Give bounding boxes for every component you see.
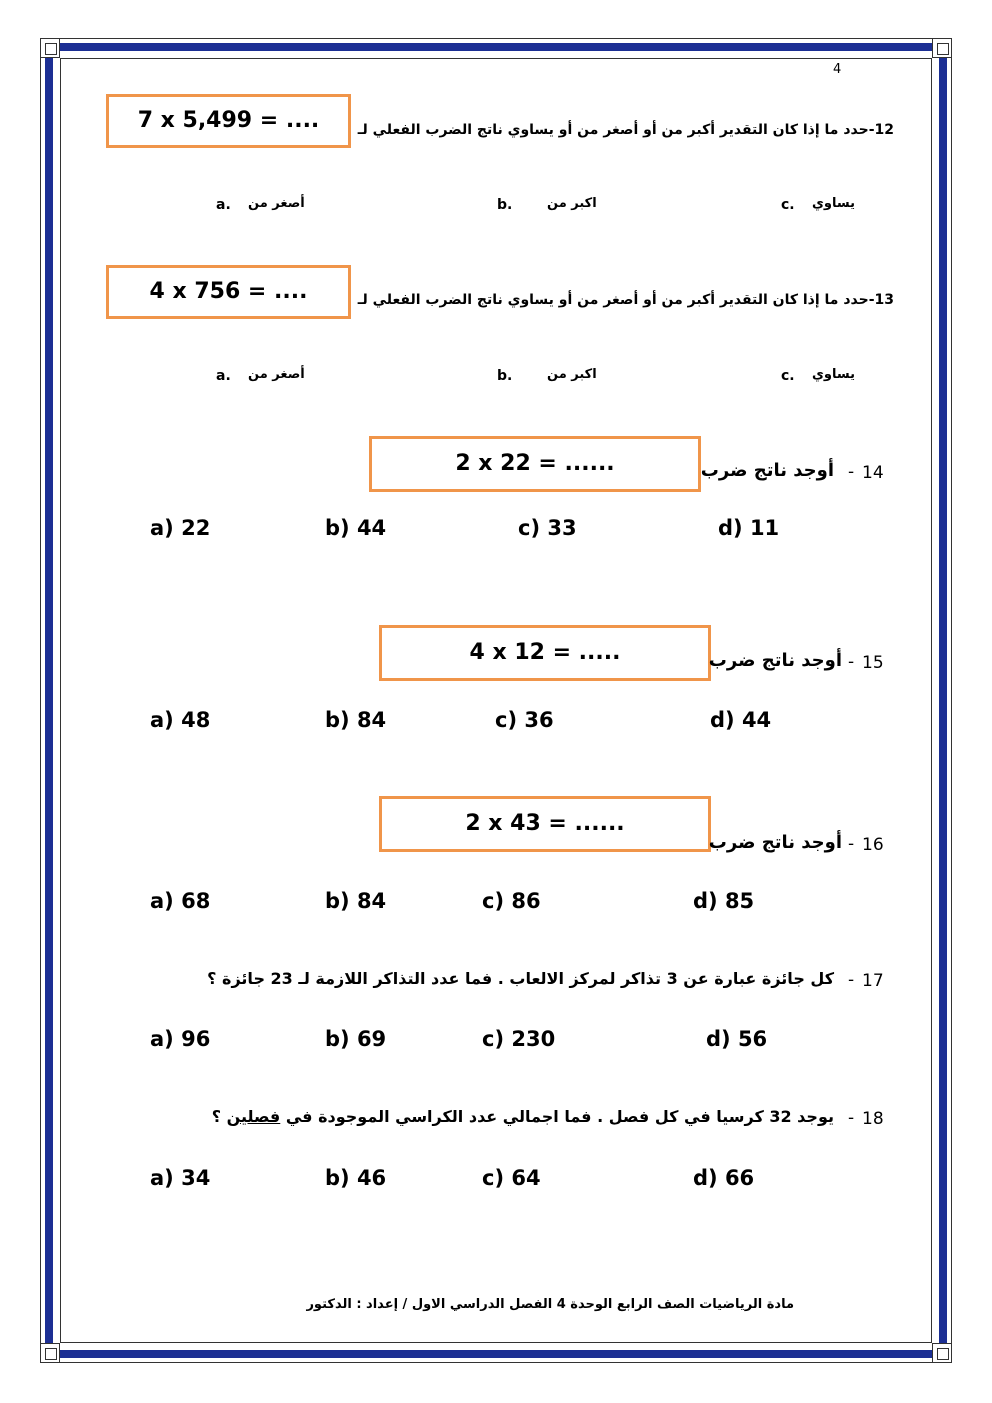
q13-number: 13 xyxy=(874,292,894,308)
q18-answer-c: c) 64 xyxy=(482,1166,541,1190)
q12-text: -حدد ما إذا كان التقدير أكبر من أو أصغر من أو يساوي ناتج الضرب الفعلي لـ xyxy=(357,122,875,138)
q12-option-c-letter: c. xyxy=(781,197,795,213)
q16-number: 16 xyxy=(862,835,884,855)
q16-answer-d: d) 85 xyxy=(693,889,755,913)
q17-dash: - xyxy=(848,970,855,990)
q15-expression-box: 4 x 12 = ..... xyxy=(379,625,711,681)
footer-text: مادة الرياضيات الصف الرابع الوحدة 4 الفصل الدراسي الاول / إعداد : الدكتور xyxy=(306,1297,794,1312)
q13-option-b-label: اكبر من xyxy=(547,367,597,382)
q15-number: 15 xyxy=(862,653,884,673)
q15-answer-c: c) 36 xyxy=(495,708,554,732)
q17-answer-a: a) 96 xyxy=(150,1027,211,1051)
q15-dash: - xyxy=(848,652,855,672)
q18-dash: - xyxy=(848,1108,855,1128)
q15-answer-a: a) 48 xyxy=(150,708,211,732)
q18-answer-d: d) 66 xyxy=(693,1166,755,1190)
q15-text: أوجد ناتج ضرب xyxy=(708,650,842,671)
q13-option-c-label: يساوي xyxy=(812,367,855,382)
q13-option-c-letter: c. xyxy=(781,368,795,384)
q13-option-b-letter: b. xyxy=(497,368,513,384)
q15-answer-b: b) 84 xyxy=(325,708,387,732)
q17-number: 17 xyxy=(862,971,884,991)
q12-question xyxy=(358,122,894,138)
q14-number: 14 xyxy=(862,463,884,483)
q12-option-a-letter: a. xyxy=(216,197,231,213)
q16-answer-a: a) 68 xyxy=(150,889,211,913)
corner-ornament-bottom-right xyxy=(932,1343,952,1363)
q18-text-before: يوجد 32 كرسيا في كل فصل . فما اجمالي عدد الكراسي الموجودة في xyxy=(280,1107,834,1126)
q16-answer-b: b) 84 xyxy=(325,889,387,913)
q15-answer-d: d) 44 xyxy=(710,708,772,732)
q16-answer-c: c) 86 xyxy=(482,889,541,913)
q18-text-after: ؟ xyxy=(211,1107,227,1126)
q17-answer-d: d) 56 xyxy=(706,1027,768,1051)
q18-text-underlined: فصلين xyxy=(226,1107,281,1126)
q14-answer-d: d) 11 xyxy=(718,516,780,540)
q12-option-b-letter: b. xyxy=(497,197,513,213)
page-border-inner xyxy=(60,58,932,1343)
q18-answer-a: a) 34 xyxy=(150,1166,211,1190)
q12-number: 12 xyxy=(874,122,894,138)
q14-answer-b: b) 44 xyxy=(325,516,387,540)
q14-answer-c: c) 33 xyxy=(518,516,577,540)
q13-expression-box: 4 x 756 = .... xyxy=(106,265,351,319)
page-number: 4 xyxy=(833,62,842,77)
q13-question xyxy=(358,292,894,308)
q14-expression-box: 2 x 22 = ...... xyxy=(369,436,701,492)
q16-dash: - xyxy=(848,834,855,854)
q12-option-a-label: أصغر من xyxy=(248,196,305,211)
q17-text: كل جائزة عبارة عن 3 تذاكر لمركز الالعاب . فما عدد التذاكر اللازمة لـ 23 جائزة ؟ xyxy=(207,969,834,988)
corner-ornament-top-right xyxy=(932,38,952,58)
q17-answer-b: b) 69 xyxy=(325,1027,387,1051)
corner-ornament-bottom-left xyxy=(40,1343,60,1363)
q12-expression-box: 7 x 5,499 = .... xyxy=(106,94,351,148)
q13-text: -حدد ما إذا كان التقدير أكبر من أو أصغر من أو يساوي ناتج الضرب الفعلي لـ xyxy=(357,292,875,308)
q13-option-a-label: أصغر من xyxy=(248,367,305,382)
q18-text xyxy=(212,1107,834,1126)
q14-text: أوجد ناتج ضرب xyxy=(700,460,834,481)
q14-answer-a: a) 22 xyxy=(150,516,211,540)
q13-option-a-letter: a. xyxy=(216,368,231,384)
q16-text: أوجد ناتج ضرب xyxy=(708,832,842,853)
q12-option-b-label: اكبر من xyxy=(547,196,597,211)
q18-answer-b: b) 46 xyxy=(325,1166,387,1190)
q12-option-c-label: يساوي xyxy=(812,196,855,211)
q14-dash: - xyxy=(848,462,855,482)
q17-answer-c: c) 230 xyxy=(482,1027,556,1051)
corner-ornament-top-left xyxy=(40,38,60,58)
q16-expression-box: 2 x 43 = ...... xyxy=(379,796,711,852)
q18-number: 18 xyxy=(862,1109,884,1129)
